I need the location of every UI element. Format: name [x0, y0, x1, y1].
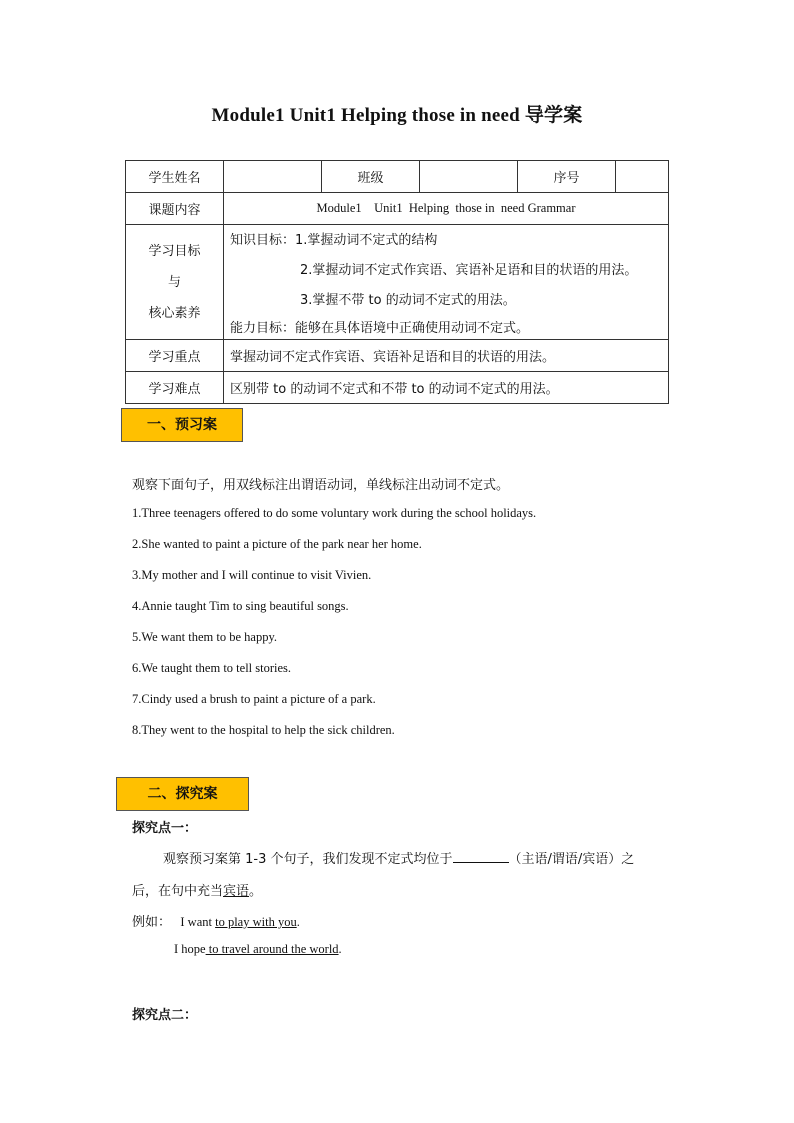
- explore-point-1-title: 探究点一：: [132, 821, 198, 836]
- goal-item: 3.掌握不带 to 的动词不定式的用法。: [300, 293, 516, 308]
- answer-blank[interactable]: [453, 850, 509, 863]
- point1-text-a: 观察预习案第 1-3 个句子，我们发现不定式均位于: [163, 852, 453, 867]
- sentence-item: 1.Three teenagers offered to do some voluntary work during the school holidays.: [132, 506, 537, 520]
- example-1-end: .: [296, 915, 300, 929]
- table-row: [126, 161, 669, 193]
- point1-text-e: 。: [249, 884, 263, 899]
- topic-label: 课题内容: [126, 193, 224, 225]
- topic-value: Module1 Unit1 Helping those in need Grammar: [224, 193, 669, 225]
- sentence-item: 4.Annie taught Tim to sing beautiful songs.: [132, 599, 349, 613]
- explore-point-2-title: 探究点二：: [132, 1008, 198, 1023]
- difficult-points-label: 学习难点: [126, 372, 224, 404]
- example-2: [174, 942, 342, 957]
- example-2-plain: I hope: [174, 942, 206, 956]
- difficult-points-value: 区别带 to 的动词不定式和不带 to 的动词不定式的用法。: [224, 372, 669, 404]
- goals-label-line: 与: [167, 274, 181, 290]
- point1-text-c: 后，在句中充当: [132, 884, 224, 899]
- section-heading-preview: 一、预习案: [121, 408, 243, 442]
- goals-cell: [224, 225, 669, 340]
- explore-point-1-text-cont: [132, 880, 262, 899]
- sentence-item: 6.We taught them to tell stories.: [132, 661, 292, 675]
- table-row: [126, 193, 669, 225]
- sentence-item: 5.We want them to be happy.: [132, 630, 278, 644]
- point1-text-b: （主语/谓语/宾语）之: [508, 852, 635, 867]
- key-points-label: 学习重点: [126, 340, 224, 372]
- example-2-infinitive: to travel around the world: [205, 942, 339, 956]
- example-label: 例如：: [132, 915, 172, 930]
- goal-item: 知识目标：1.掌握动词不定式的结构: [230, 233, 438, 248]
- section-heading-explore: 二、探究案: [116, 777, 249, 811]
- example-1-infinitive: to play with you: [215, 915, 297, 929]
- table-row: [126, 340, 669, 372]
- sentence-item: 7.Cindy used a brush to paint a picture of a park.: [132, 692, 376, 706]
- table-row: [126, 372, 669, 404]
- student-name-field[interactable]: [224, 161, 322, 193]
- table-row: [126, 225, 669, 340]
- class-field[interactable]: [420, 161, 518, 193]
- info-table: [125, 160, 669, 404]
- goals-label-line: 学习目标: [148, 243, 201, 259]
- goal-item: 能力目标：能够在具体语境中正确使用动词不定式。: [230, 321, 530, 336]
- point1-answer: 宾语: [223, 884, 250, 899]
- sentence-item: 3.My mother and I will continue to visit Vivien.: [132, 568, 372, 582]
- goals-label: [126, 225, 224, 340]
- example-1: [132, 911, 300, 930]
- example-1-plain: I want: [180, 915, 216, 929]
- goal-item: 2.掌握动词不定式作宾语、宾语补足语和目的状语的用法。: [300, 263, 638, 278]
- sentence-item: 2.She wanted to paint a picture of the park near her home.: [132, 537, 422, 551]
- explore-point-1-text: [163, 848, 634, 867]
- goals-label-line: 核心素养: [148, 305, 201, 321]
- example-2-end: .: [338, 942, 342, 956]
- key-points-value: 掌握动词不定式作宾语、宾语补足语和目的状语的用法。: [224, 340, 669, 372]
- preview-instruction: 观察下面句子，用双线标注出谓语动词，单线标注出动词不定式。: [132, 478, 510, 493]
- student-name-label: 学生姓名: [126, 161, 224, 193]
- number-label: 序号: [518, 161, 616, 193]
- page-title: Module1 Unit1 Helping those in need 导学案: [211, 105, 583, 126]
- sentence-item: 8.They went to the hospital to help the sick children.: [132, 723, 395, 737]
- class-label: 班级: [322, 161, 420, 193]
- number-field[interactable]: [616, 161, 669, 193]
